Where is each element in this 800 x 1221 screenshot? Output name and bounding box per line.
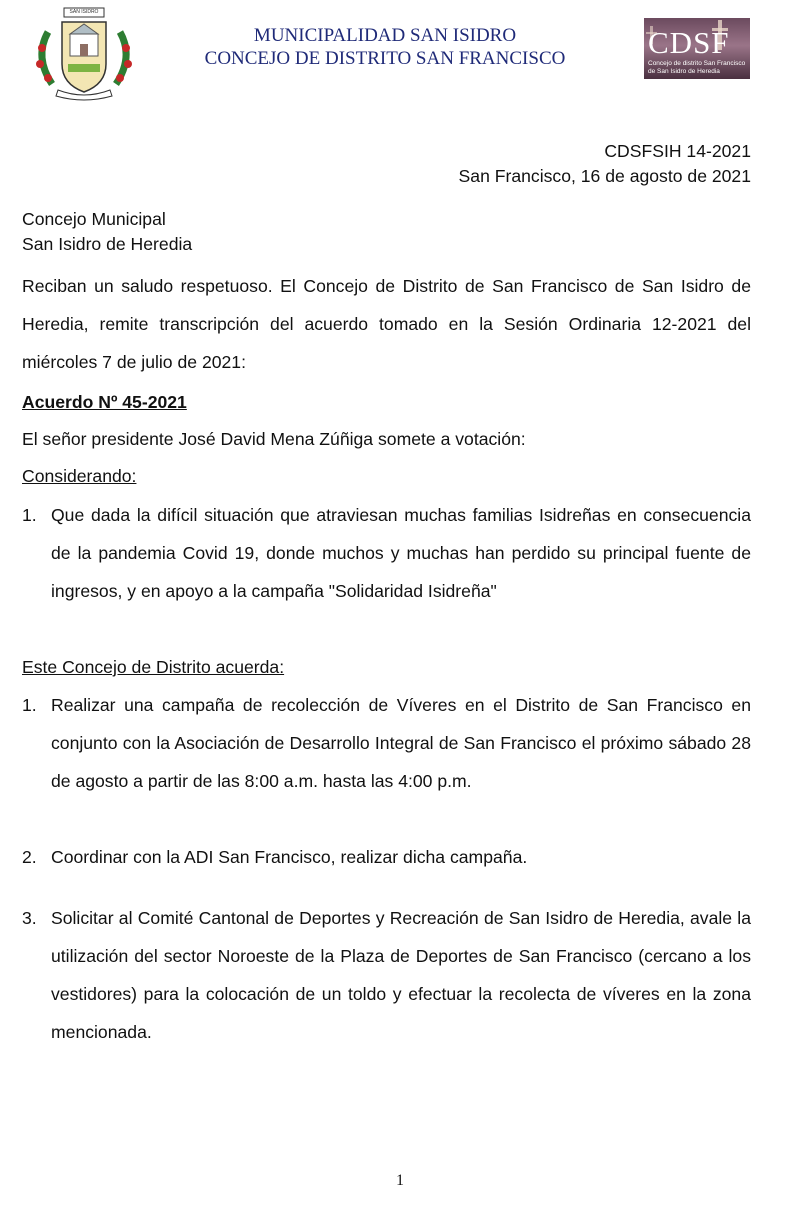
- considering-label: Considerando:: [22, 466, 137, 486]
- reference-code: CDSFSIH 14-2021: [604, 141, 751, 161]
- document-reference: [459, 139, 751, 189]
- cdsf-logo-text: CDSF: [648, 25, 730, 60]
- municipality-crest: [28, 2, 140, 102]
- agrees-label: Este Concejo de Distrito acuerda:: [22, 657, 285, 677]
- agreement-title: Acuerdo Nº 45-2021: [22, 392, 187, 412]
- agreement-item-text: Solicitar al Comité Cantonal de Deportes y Recreación de San Isidro de Heredia, avale la utilización del sector Noroeste de la Plaza de Deportes de San Francisco (cercano a los vestidores) para la colocación de un toldo y efectuar la recolecta de víveres en la zona mencionada.: [51, 908, 751, 1042]
- agreement-item-number: 2.: [22, 847, 37, 867]
- cdsf-logo-caption-1: Concejo de distrito San Francisco: [648, 60, 746, 67]
- recipient-line-2: San Isidro de Heredia: [22, 234, 193, 254]
- considering-item-text: Que dada la difícil situación que atraviesan muchas familias Isidreñas en consecuencia de la pandemia Covid 19, donde muchos y muchas han perdido su principal fuente de ingresos, y en apoyo a la campaña "Solidaridad Isidreña": [51, 505, 751, 601]
- page-number: 1: [396, 1172, 404, 1189]
- recipient-line-1: Concejo Municipal: [22, 209, 166, 229]
- cdsf-logo-caption-2: de San Isidro de Heredia: [648, 68, 720, 75]
- place-and-date: San Francisco, 16 de agosto de 2021: [458, 166, 751, 186]
- intro-paragraph: Reciban un saludo respetuoso. El Concejo de Distrito de San Francisco de San Isidro de Heredia, remite transcripción del acuerdo tomado en la Sesión Ordinaria 12-2021 del miércoles 7 de julio de 2021:: [22, 276, 751, 372]
- agreement-item-text: Realizar una campaña de recolección de Víveres en el Distrito de San Francisco en conjunto con la Asociación de Desarrollo Integral de San Francisco el próximo sábado 28 de agosto a partir de las 8:00 a.m. hasta las 4:00 p.m.: [51, 695, 751, 791]
- letterhead-title: [150, 24, 620, 70]
- agreement-item-text: Coordinar con la ADI San Francisco, realizar dicha campaña.: [51, 847, 528, 867]
- considering-item-number: 1.: [22, 505, 37, 525]
- cdsf-logo: [644, 18, 750, 79]
- agreement-item-number: 3.: [22, 908, 37, 928]
- agreement-item-number: 1.: [22, 695, 37, 715]
- municipality-name: MUNICIPALIDAD SAN ISIDRO: [253, 25, 517, 46]
- vote-line: El señor presidente José David Mena Zúñiga somete a votación:: [22, 429, 526, 449]
- district-council-name: CONCEJO DE DISTRITO SAN FRANCISCO: [204, 48, 566, 69]
- recipient: [22, 207, 192, 257]
- crest-banner-text: SAN ISIDRO: [69, 9, 99, 15]
